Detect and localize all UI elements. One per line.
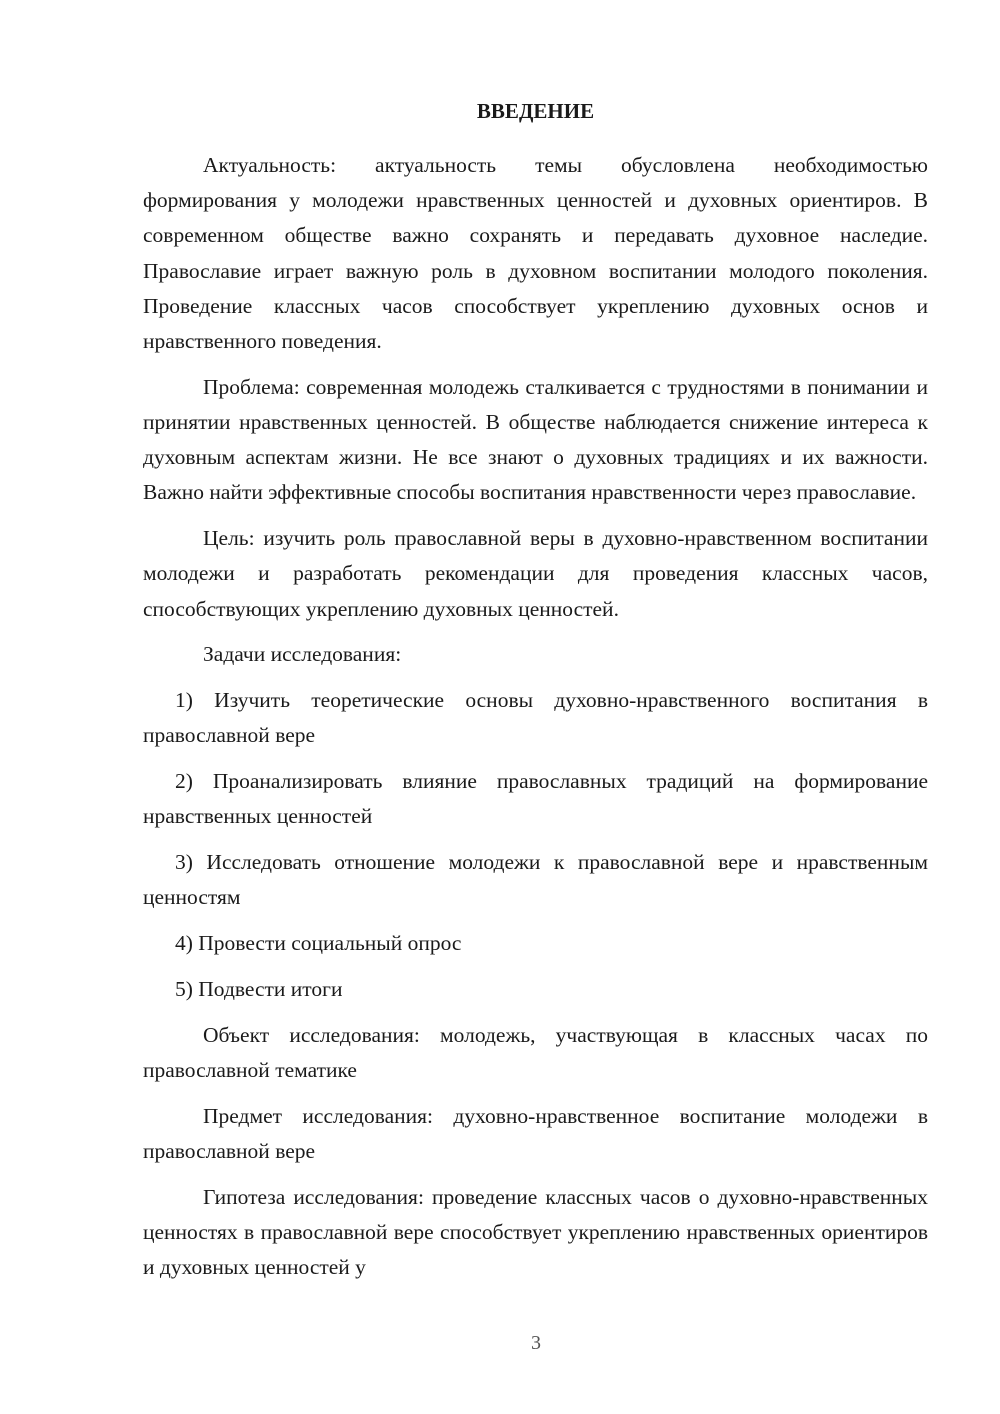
task-item-4: 4) Провести социальный опрос xyxy=(175,931,462,956)
paragraph-hypothesis: Гипотеза исследования: проведение классных часов о духовно-нравственных ценностях в православной вере способствует укреплению нравственных ориентиров и духовных ценностей у xyxy=(143,1184,928,1280)
paragraph-subject: Предмет исследования: духовно-нравственное воспитание молодежи в православной вере xyxy=(143,1103,928,1164)
paragraph-problem: Проблема: современная молодежь сталкивается с трудностями в понимании и принятии нравственных ценностей. В обществе наблюдается снижение интереса к духовным аспектам жизни. Не все знают о духовных традициях и их важности. Важно найти эффективные способы воспитания нравственности через православие. xyxy=(143,374,928,505)
document-title: ВВЕДЕНИЕ xyxy=(476,99,595,123)
task-item-3: 3) Исследовать отношение молодежи к православной вере и нравственным ценностям xyxy=(143,850,928,910)
task-item-5: 5) Подвести итоги xyxy=(175,977,343,1002)
document-page xyxy=(143,96,928,1296)
paragraph-goal: Цель: изучить роль православной веры в духовно-нравственном воспитании молодежи и разработать рекомендации для проведения классных часов, способствующих укреплению духовных ценностей. xyxy=(143,526,928,621)
paragraph-relevance: Актуальность: актуальность темы обусловлена необходимостью формирования у молодежи нравственных ценностей и духовных ориентиров. В современном обществе важно сохранять и передавать духовное наследие. Православие играет важную роль в духовном воспитании молодого поколения. Проведение классных часов способствует укреплению духовных основ и нравственного поведения. xyxy=(143,153,928,354)
task-item-2: 2) Проанализировать влияние православных традиций на формирование нравственных ценностей xyxy=(143,769,928,829)
paragraph-object: Объект исследования: молодежь, участвующая в классных часах по православной тематике xyxy=(143,1022,928,1083)
task-item-1: 1) Изучить теоретические основы духовно-нравственного воспитания в православной вере xyxy=(143,688,928,748)
page-number: 3 xyxy=(531,1332,541,1354)
tasks-heading: Задачи исследования: xyxy=(203,642,402,667)
